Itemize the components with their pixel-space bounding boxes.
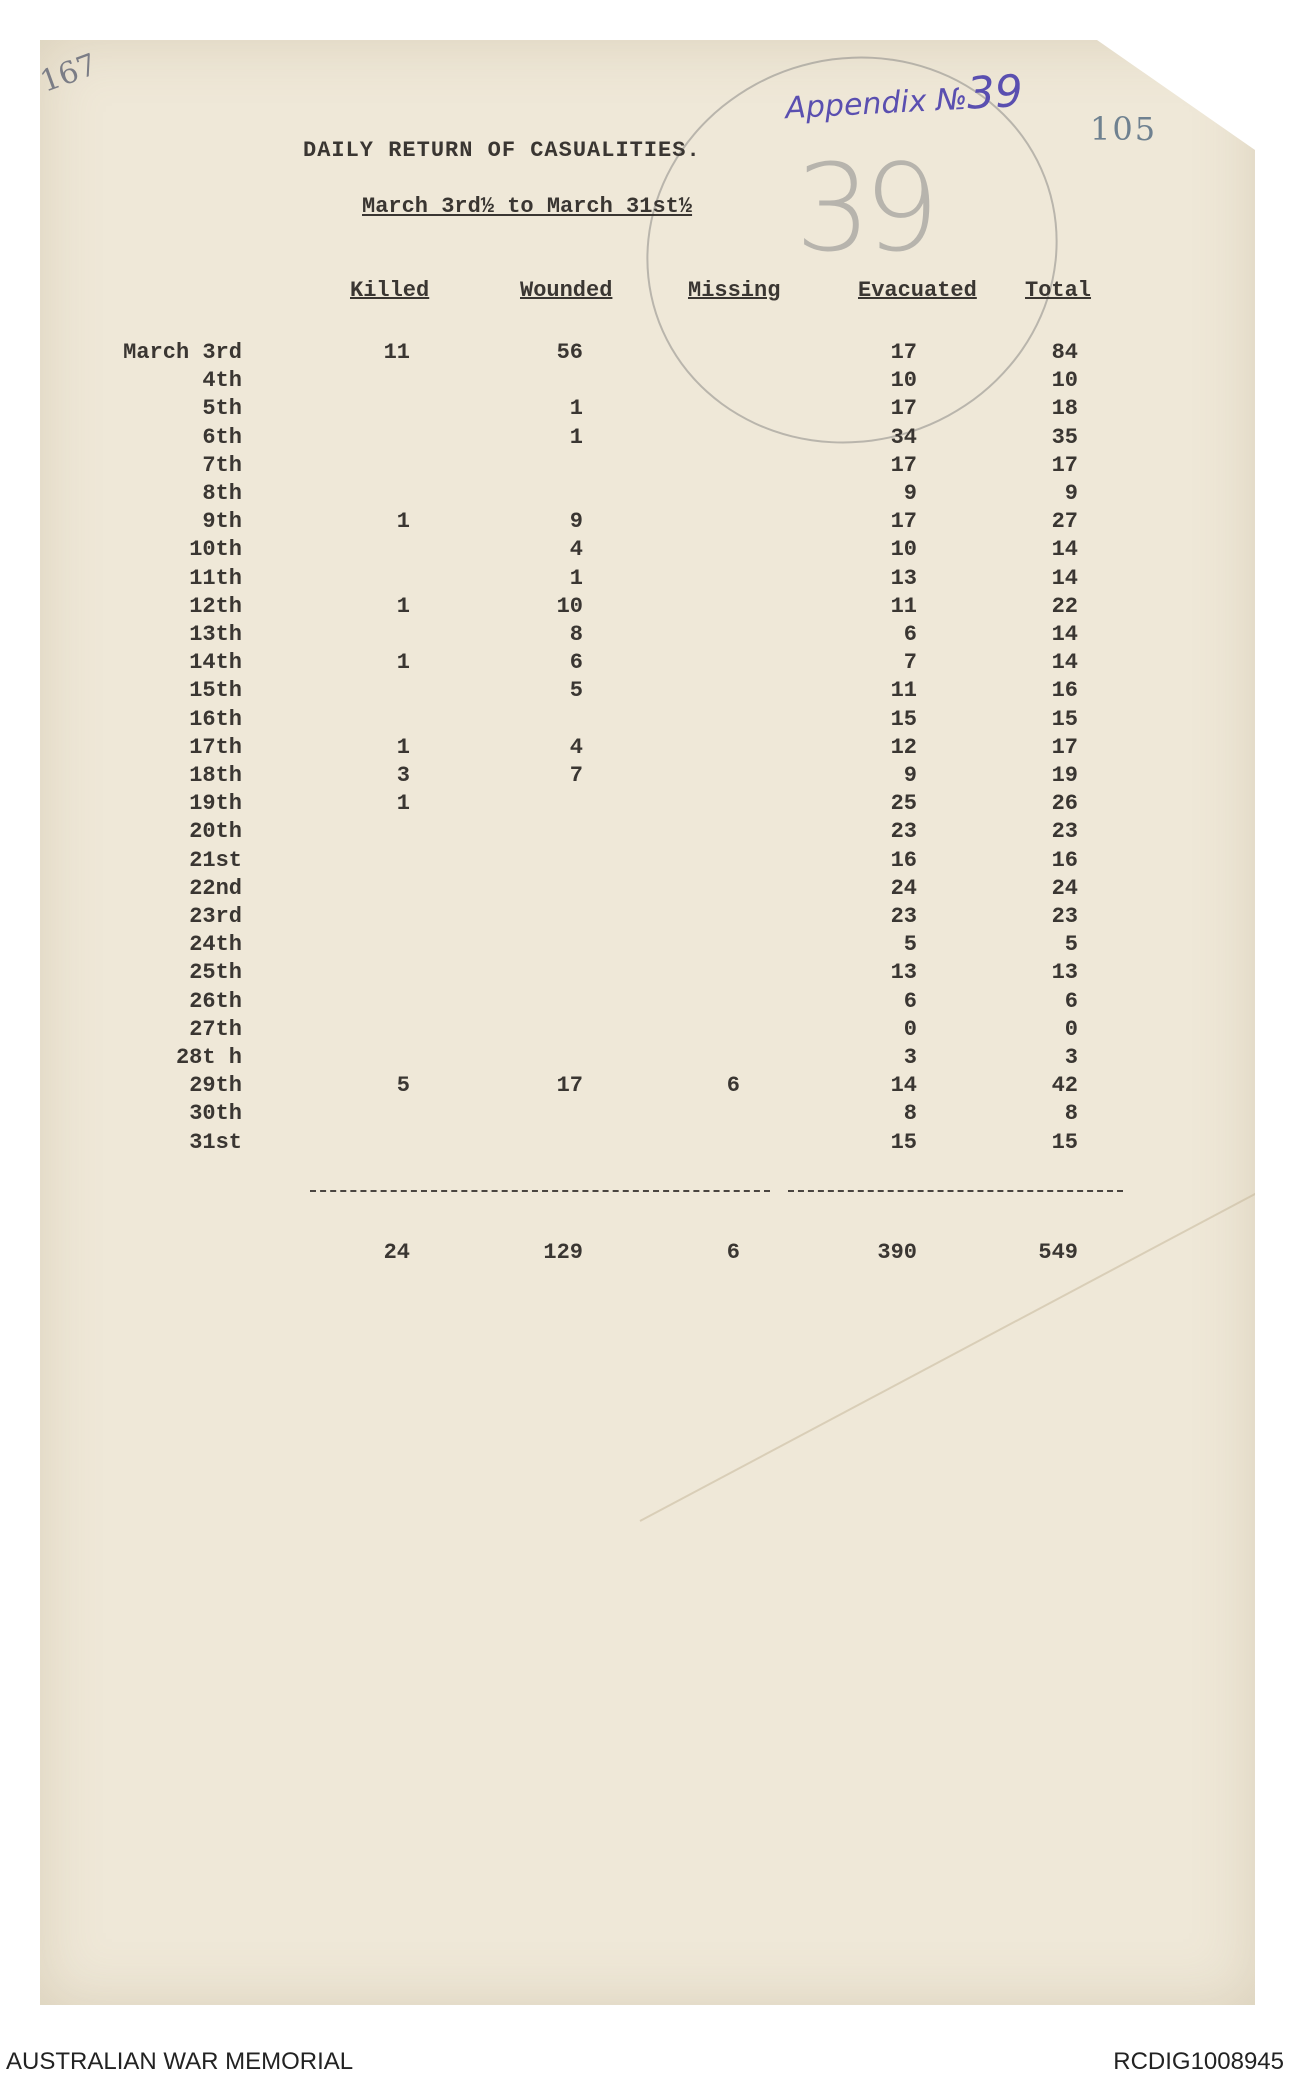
table-row [0,791,1290,819]
row-evacuated: 3 [903,1045,917,1070]
row-wounded: 7 [569,763,583,788]
row-missing: 6 [726,1073,740,1099]
table-row [0,735,1290,763]
row-evacuated: 13 [890,960,917,986]
row-date: 14th [189,650,242,676]
appendix-label-text: Appendix № [784,81,969,127]
row-killed: 1 [396,509,410,535]
column-header-evacuated: Evacuated [858,278,977,303]
row-date: 26th [189,988,242,1014]
row-total: 27 [1051,509,1078,535]
row-date: 6th [202,424,242,450]
table-row [0,425,1290,453]
row-evacuated: 13 [890,565,917,591]
row-total: 84 [1051,340,1078,365]
row-total: 9 [1064,481,1078,506]
row-evacuated: 10 [890,368,917,394]
row-date: 5th [202,396,242,422]
row-evacuated: 11 [890,593,917,619]
row-wounded: 1 [569,565,583,591]
table-row [0,1101,1290,1129]
row-wounded: 1 [569,396,583,422]
table-row [0,481,1290,509]
table-row [0,566,1290,594]
row-date: 19th [189,791,242,817]
row-killed: 1 [396,791,410,817]
row-evacuated: 5 [903,932,917,958]
row-killed: 11 [383,340,410,365]
row-date: 13th [189,622,242,647]
row-total: 14 [1051,537,1078,563]
row-evacuated: 17 [890,340,917,365]
row-total: 15 [1051,1129,1078,1155]
row-total: 35 [1051,424,1078,450]
total-wounded: 129 [543,1240,583,1265]
row-evacuated: 23 [890,819,917,845]
row-evacuated: 15 [890,1129,917,1155]
column-header-total: Total [1025,278,1092,303]
row-evacuated: 17 [890,509,917,535]
table-row [0,594,1290,622]
footer-institution: AUSTRALIAN WAR MEMORIAL [6,2048,354,2075]
row-date: 17th [189,734,242,760]
table-row [0,763,1290,791]
row-wounded: 4 [569,734,583,760]
row-date: 18th [189,763,242,788]
row-total: 0 [1064,1016,1078,1042]
table-row [0,678,1290,706]
row-total: 16 [1051,847,1078,873]
row-wounded: 56 [556,340,583,365]
table-row [0,650,1290,678]
total-evacuated: 390 [877,1240,917,1265]
column-header-missing: Missing [688,278,781,303]
table-row [0,1045,1290,1073]
row-total: 42 [1051,1073,1078,1099]
total-separator-left [310,1190,770,1192]
row-date: 16th [189,706,242,732]
archive-page-number: 167 [35,47,102,100]
row-wounded: 10 [556,593,583,619]
row-total: 14 [1051,565,1078,591]
row-evacuated: 9 [903,481,917,506]
row-date: 8th [202,481,242,506]
total-missing: 6 [726,1240,740,1265]
table-row [0,932,1290,960]
row-total: 19 [1051,763,1078,788]
table-row [0,1073,1290,1101]
row-date: 15th [189,678,242,704]
row-killed: 1 [396,593,410,619]
column-header-wounded: Wounded [520,278,613,303]
row-date: 25th [189,960,242,986]
row-evacuated: 34 [890,424,917,450]
row-date: 28t h [175,1045,242,1070]
row-evacuated: 16 [890,847,917,873]
date-range-subtitle: March 3rd½ to March 31st½ [362,194,693,219]
table-row [0,876,1290,904]
row-date: 29th [189,1073,242,1099]
document-title: DAILY RETURN OF CASUALITIES. [303,138,701,163]
row-total: 17 [1051,734,1078,760]
row-date: 30th [189,1101,242,1127]
row-date: 9th [202,509,242,535]
column-header-killed: Killed [350,278,430,303]
row-total: 23 [1051,904,1078,929]
row-evacuated: 9 [903,763,917,788]
row-total: 6 [1064,988,1078,1014]
table-row [0,819,1290,847]
total-total: 549 [1038,1240,1078,1265]
row-date: 24th [189,932,242,958]
row-evacuated: 6 [903,988,917,1014]
row-date: 27th [189,1016,242,1042]
row-total: 14 [1051,650,1078,676]
row-wounded: 4 [569,537,583,563]
row-evacuated: 14 [890,1073,917,1099]
row-total: 8 [1064,1101,1078,1127]
pencil-annotation: 39 [795,140,932,279]
row-evacuated: 12 [890,734,917,760]
row-total: 15 [1051,706,1078,732]
row-date: March 3rd [123,340,242,365]
total-killed: 24 [383,1240,410,1265]
table-row [0,1130,1290,1158]
row-total: 16 [1051,678,1078,704]
table-row [0,340,1290,368]
row-date: 10th [189,537,242,563]
row-total: 5 [1064,932,1078,958]
table-row [0,904,1290,932]
row-total: 23 [1051,819,1078,845]
row-evacuated: 17 [890,452,917,478]
row-evacuated: 25 [890,791,917,817]
row-evacuated: 8 [903,1101,917,1127]
row-date: 7th [202,452,242,478]
row-date: 22nd [189,875,242,901]
table-row [0,848,1290,876]
row-date: 20th [189,819,242,845]
row-wounded: 6 [569,650,583,676]
folio-stamp: 105 [1090,110,1158,148]
row-evacuated: 6 [903,622,917,647]
table-row [0,960,1290,988]
table-row [0,622,1290,650]
row-killed: 5 [396,1073,410,1099]
row-evacuated: 17 [890,396,917,422]
row-total: 18 [1051,396,1078,422]
row-evacuated: 7 [903,650,917,676]
row-total: 10 [1051,368,1078,394]
totals-row [0,1240,1290,1268]
row-total: 13 [1051,960,1078,986]
table-row [0,537,1290,565]
row-evacuated: 15 [890,706,917,732]
row-wounded: 5 [569,678,583,704]
row-wounded: 1 [569,424,583,450]
row-total: 26 [1051,791,1078,817]
row-wounded: 17 [556,1073,583,1099]
row-date: 23rd [189,904,242,929]
row-date: 4th [202,368,242,394]
row-evacuated: 23 [890,904,917,929]
row-total: 17 [1051,452,1078,478]
row-date: 31st [189,1129,242,1155]
row-killed: 1 [396,734,410,760]
row-total: 3 [1064,1045,1078,1070]
table-row [0,509,1290,537]
table-row [0,396,1290,424]
row-killed: 1 [396,650,410,676]
row-total: 14 [1051,622,1078,647]
row-evacuated: 24 [890,875,917,901]
row-wounded: 9 [569,509,583,535]
row-evacuated: 11 [890,678,917,704]
table-row [0,989,1290,1017]
footer-record-id: RCDIG1008945 [1113,2048,1284,2075]
row-evacuated: 10 [890,537,917,563]
row-total: 24 [1051,875,1078,901]
row-wounded: 8 [569,622,583,647]
row-killed: 3 [396,763,410,788]
table-row [0,707,1290,735]
table-row [0,368,1290,396]
total-separator-right [788,1190,1123,1192]
row-date: 11th [189,565,242,591]
appendix-number: 39 [965,65,1025,120]
row-evacuated: 0 [903,1016,917,1042]
row-total: 22 [1051,593,1078,619]
table-row [0,453,1290,481]
table-row [0,1017,1290,1045]
row-date: 21st [189,847,242,873]
row-date: 12th [189,593,242,619]
